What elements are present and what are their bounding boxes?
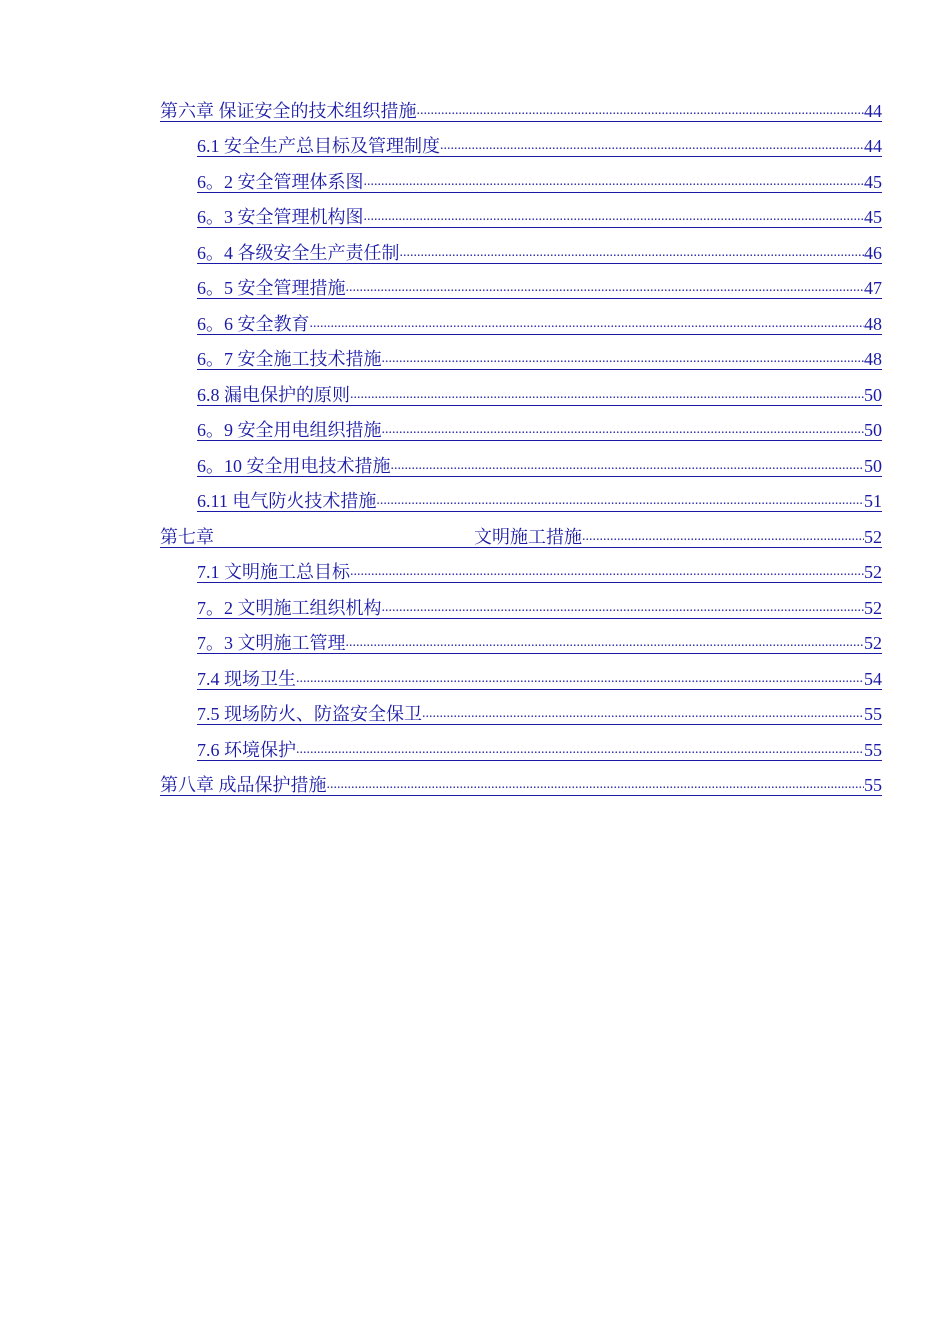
dot-leader [422, 704, 864, 725]
toc-entry-label: 7.5 现场防火、防盗安全保卫 [197, 704, 422, 724]
dot-leader [382, 420, 865, 441]
dot-leader [310, 314, 865, 335]
toc-entry-7-5[interactable] [160, 696, 882, 732]
toc-page-number: 55 [864, 739, 882, 760]
toc-entry-6-3[interactable] [160, 199, 882, 235]
toc-entry-6-4[interactable] [160, 234, 882, 270]
toc-page-number: 52 [864, 562, 882, 582]
dot-leader [350, 385, 864, 406]
toc-entry-6-10[interactable] [160, 447, 882, 483]
toc-entry-7-2[interactable] [160, 589, 882, 625]
toc-entry-label: 6。3 安全管理机构图 [197, 207, 364, 227]
toc-entry-label: 第六章 保证安全的技术组织措施 [160, 100, 417, 121]
toc-entry-label: 6。4 各级安全生产责任制 [197, 242, 400, 263]
toc-entry-7-3[interactable] [160, 625, 882, 661]
toc-entry-label [160, 527, 582, 548]
toc-entry-label: 7.1 文明施工总目标 [197, 562, 350, 582]
toc-page-number: 52 [864, 633, 882, 653]
toc-entry-label: 第八章 成品保护措施 [160, 775, 327, 795]
toc-page-number: 55 [864, 775, 882, 795]
dot-leader [364, 207, 865, 228]
toc-page-number: 50 [864, 455, 882, 476]
dot-leader [417, 101, 865, 122]
toc-chapter-number: 第七章 [160, 526, 214, 547]
toc-page-number: 54 [864, 668, 882, 689]
toc-page-number: 52 [864, 526, 882, 547]
toc-entry-6-7[interactable] [160, 341, 882, 377]
dot-leader [382, 598, 865, 619]
dot-leader [440, 136, 864, 157]
toc-entry-label: 6。2 安全管理体系图 [197, 171, 364, 192]
toc-entry-6-2[interactable] [160, 163, 882, 199]
toc-entry-6-8[interactable] [160, 376, 882, 412]
dot-leader [296, 669, 864, 690]
dot-leader [376, 491, 864, 512]
dot-leader [327, 775, 865, 796]
dot-leader [346, 278, 865, 299]
toc-entry-label: 6。7 安全施工技术措施 [197, 349, 382, 369]
toc-entry-label: 6。9 安全用电组织措施 [197, 420, 382, 440]
dot-leader [382, 349, 865, 370]
dot-leader [296, 740, 864, 761]
toc-entry-label: 7.6 环境保护 [197, 739, 296, 760]
dot-leader [582, 527, 864, 548]
toc-entry-label: 6.8 漏电保护的原则 [197, 384, 350, 405]
toc-chapter-title: 文明施工措施 [474, 526, 582, 547]
toc-page-number: 48 [864, 313, 882, 334]
dot-leader [346, 633, 865, 654]
toc-page-number: 44 [864, 136, 882, 156]
toc-page-number: 46 [864, 242, 882, 263]
toc-page-number: 55 [864, 704, 882, 724]
toc-entry-7-1[interactable] [160, 554, 882, 590]
toc-entry-label: 7.4 现场卫生 [197, 668, 296, 689]
table-of-contents [160, 92, 882, 802]
toc-entry-6-9[interactable] [160, 412, 882, 448]
toc-page-number: 51 [864, 491, 882, 511]
dot-leader [391, 456, 865, 477]
toc-entry-label: 6。10 安全用电技术措施 [197, 455, 391, 476]
toc-page-number: 48 [864, 349, 882, 369]
toc-page-number: 47 [864, 278, 882, 298]
toc-entry-6-11[interactable] [160, 483, 882, 519]
toc-entry-chapter-6[interactable] [160, 92, 882, 128]
toc-entry-6-5[interactable] [160, 270, 882, 306]
dot-leader [364, 172, 865, 193]
toc-entry-chapter-8[interactable] [160, 767, 882, 803]
toc-entry-label: 6。6 安全教育 [197, 313, 310, 334]
toc-entry-7-6[interactable] [160, 731, 882, 767]
toc-page-number: 50 [864, 384, 882, 405]
toc-entry-label: 7。2 文明施工组织机构 [197, 597, 382, 618]
toc-page-number: 45 [864, 171, 882, 192]
toc-entry-7-4[interactable] [160, 660, 882, 696]
toc-entry-6-1[interactable] [160, 128, 882, 164]
toc-entry-chapter-7[interactable] [160, 518, 882, 554]
toc-page-number: 50 [864, 420, 882, 440]
toc-page-number: 52 [864, 597, 882, 618]
toc-entry-label: 7。3 文明施工管理 [197, 633, 346, 653]
toc-page-number: 45 [864, 207, 882, 227]
toc-entry-6-6[interactable] [160, 305, 882, 341]
dot-leader [400, 243, 865, 264]
toc-entry-label: 6。5 安全管理措施 [197, 278, 346, 298]
toc-page-number: 44 [864, 100, 882, 121]
toc-entry-label: 6.11 电气防火技术措施 [197, 491, 377, 511]
toc-entry-label: 6.1 安全生产总目标及管理制度 [197, 136, 440, 156]
dot-leader [350, 562, 864, 583]
